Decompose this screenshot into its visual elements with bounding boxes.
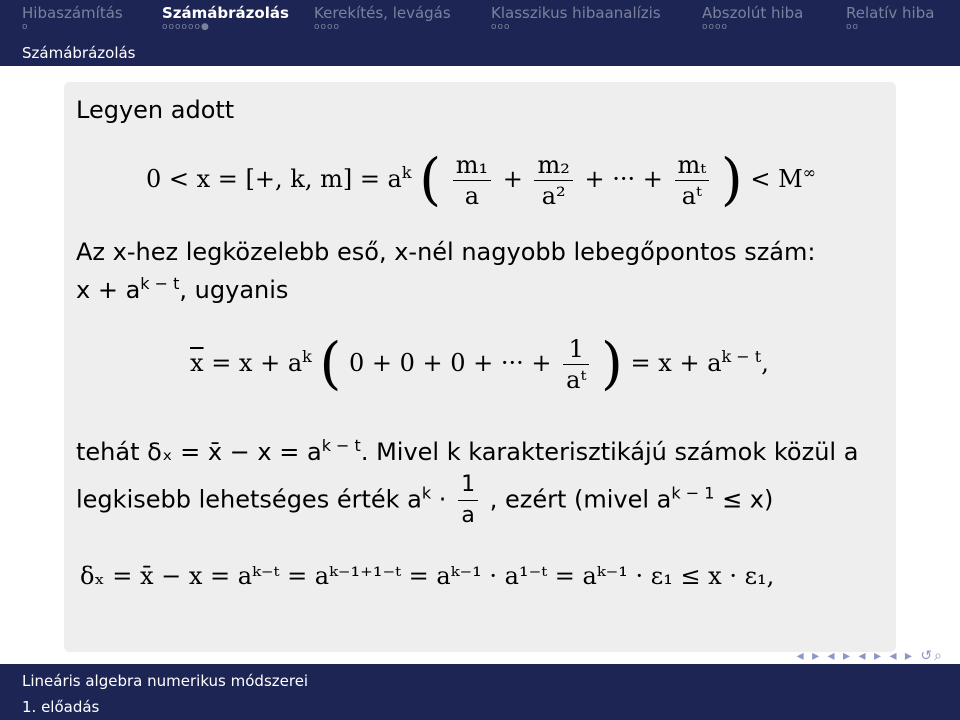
paragraph-3: tehát δₓ = x̄ − $x = a^{k - t}$. Mivel k karakterisztikájú számok közül a [76,436,859,466]
nav-dots-hibaszamitas[interactable]: o [22,22,29,32]
nav-section-abszolut[interactable]: Abszolút hiba [702,4,804,22]
nav-section-relativ[interactable]: Relatív hiba [846,4,935,22]
nav-dots-kerekites[interactable]: oooo [314,22,341,32]
nav-frame-icon[interactable]: ◂ ▸ ◂ ▸ ◂ ▸ ◂ ▸ [796,648,914,664]
equation-next-float: $\overline{x} = x + a^k$ ( 0 + 0 + 0 + ··· + $\frac{1}{\text{aᵗ}}$ ) = $x + a^{k - t}$, [190,331,769,397]
nav-section-kerekites[interactable]: Kerekítés, levágás [314,4,451,22]
subsection-title: Számábrázolás [22,44,136,62]
equation-representation: 0 < x = [+, k, $m] = a^k$ ( $\frac{\text{m₁}}{a}$ + $\frac{\text{m₂}}{\text{a²}}$ + ··· + $\frac{\text{mₜ}}{\text{aᵗ}}$ ) < M∞ [146,147,816,213]
paragraph-1: Az x-hez legközelebb eső, x-nél nagyobb lebegőpontos szám: [76,238,816,266]
nav-dots-abszolut[interactable]: oooo [702,22,729,32]
paragraph-2: $x + a^{k - t}$, ugyanis [76,274,289,304]
beamer-navigation-icons[interactable] [797,648,944,664]
footer-lecture: 1. előadás [22,698,100,716]
nav-dots-klasszikus[interactable]: ooo [491,22,511,32]
header-bar [0,0,960,66]
footer-title: Lineáris algebra numerikus módszerei [22,672,309,690]
intro-text: Legyen adott [76,96,235,124]
nav-dots-szamabrazolas[interactable]: oooooo● [162,22,210,32]
nav-section-szamabrazolas[interactable]: Számábrázolás [162,4,289,22]
paragraph-4: legkisebb lehetséges érték $a^k$ · $\frac{1}{a}$ , ezért (mivel $a^{k - 1} \le x$) [76,472,774,528]
equation-error-bound: δₓ = x̄ − x = aᵏ⁻ᵗ = aᵏ⁻¹⁺¹⁻ᵗ = aᵏ⁻¹ · a¹⁻ᵗ = aᵏ⁻¹ · ε₁ ≤ x · ε₁, [80,562,775,590]
nav-dots-relativ[interactable]: oo [846,22,860,32]
search-icon[interactable]: ↺⌕ [920,648,944,664]
nav-section-klasszikus[interactable]: Klasszikus hibaanalízis [491,4,661,22]
footer-bar [0,664,960,720]
nav-section-hibaszamitas[interactable]: Hibaszámítás [22,4,123,22]
